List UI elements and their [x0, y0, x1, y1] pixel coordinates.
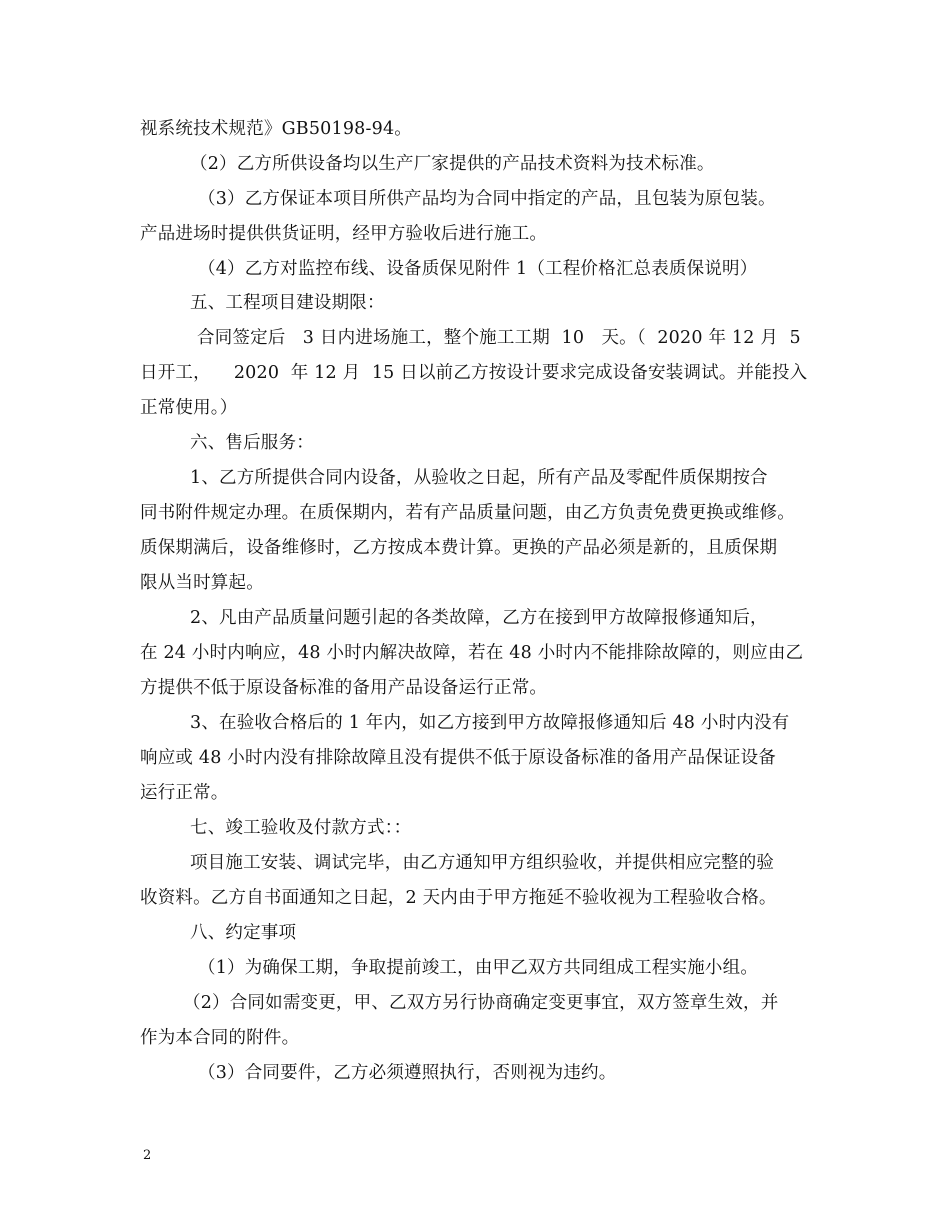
section-heading: 八、约定事项 [190, 923, 297, 943]
text-line: （3）合同要件，乙方必须遵照执行，否则视为违约。 [198, 1063, 617, 1083]
text-line: 2、凡由产品质量问题引起的各类故障，乙方在接到甲方故障报修通知后， [190, 608, 768, 628]
text-line: （2）乙方所供设备均以生产厂家提供的产品技术资料为技术标准。 [190, 154, 715, 174]
section-heading: 七、竣工验收及付款方式：： [190, 818, 412, 838]
text-line: 作为本合同的附件。 [140, 1028, 300, 1048]
page-number: 2 [143, 1148, 152, 1163]
text-line: 响应或 48 小时内没有排除故障且没有提供不低于原设备标准的备用产品保证设备 [140, 748, 776, 768]
text-line: 限从当时算起。 [140, 573, 264, 593]
text-line: 1、乙方所提供合同内设备，从验收之日起，所有产品及零配件质保期按合 [190, 468, 768, 488]
text-line: 质保期满后，设备维修时，乙方按成本费计算。更换的产品必须是新的，且质保期 [140, 538, 778, 558]
text-line: 项目施工安装、调试完毕，由乙方通知甲方组织验收，并提供相应完整的验 [190, 853, 775, 873]
section-heading: 五、工程项目建设期限： [190, 293, 385, 313]
text-line: 收资料。乙方自书面通知之日起，2 天内由于甲方拖延不验收视为工程验收合格。 [140, 888, 777, 908]
text-line: （4）乙方对监控布线、设备质保见附件 1（工程价格汇总表质保说明） [198, 259, 758, 279]
text-line: 方提供不低于原设备标准的备用产品设备运行正常。 [140, 678, 548, 698]
text-line: 合同签定后 3 日内进场施工，整个施工工期 10 天。（ 2020 年 12 月 5 [197, 328, 801, 348]
text-line: 视系统技术规范》GB50198-94。 [140, 119, 412, 139]
text-line: （1）为确保工期，争取提前竣工，由甲乙双方共同组成工程实施小组。 [198, 958, 759, 978]
text-line: 正常使用。） [140, 398, 238, 418]
text-line: 在 24 小时内响应，48 小时内解决故障，若在 48 小时内不能排除故障的，则应由乙 [140, 643, 804, 663]
text-line: 运行正常。 [140, 783, 229, 803]
text-line: 同书附件规定办理。在质保期内，若有产品质量问题，由乙方负责免费更换或维修。 [140, 503, 795, 523]
section-heading: 六、售后服务： [190, 433, 314, 453]
text-line: （2）合同如需变更，甲、乙双方另行协商确定变更事宜，双方签章生效，并 [183, 993, 779, 1013]
text-line: 3、在验收合格后的 1 年内，如乙方接到甲方故障报修通知后 48 小时内没有 [190, 713, 790, 733]
text-line: 日开工， 2020 年 12 月 15 日以前乙方按设计要求完成设备安装调试。并能投入 [140, 363, 808, 383]
text-line: 产品进场时提供供货证明，经甲方验收后进行施工。 [140, 224, 548, 244]
text-line: （3）乙方保证本项目所供产品均为合同中指定的产品，且包装为原包装。 [198, 189, 776, 209]
